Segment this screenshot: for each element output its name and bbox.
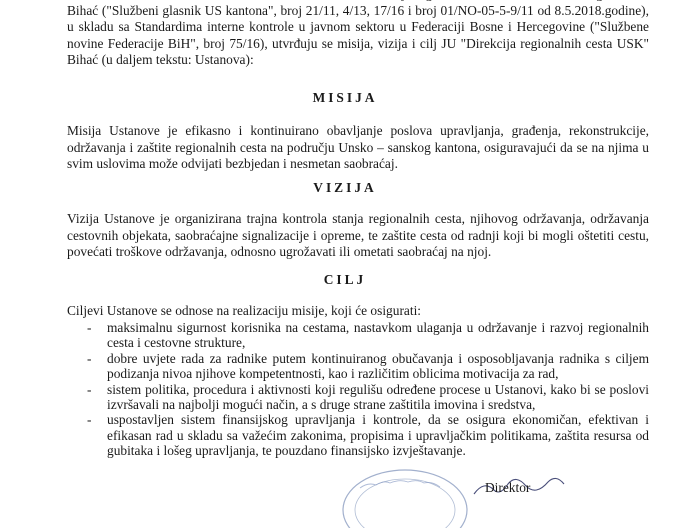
cilj-heading: CILJ <box>323 272 367 287</box>
list-item <box>67 320 649 351</box>
list-item-text: sistem politika, procedura i aktivnosti koji regulišu određene procese u Ustanovi, kako bi se poslovi izvršavali na najbolji mogući način, a s druge strane zaštitila imovina i sredstva, <box>107 381 649 413</box>
list-bullet: - <box>87 412 92 428</box>
list-item-text: maksimalnu sigurnost korisnika na cestama, nastavkom ulaganja u održavanje i razvoj regionalnih cesta i cestovne strukture, <box>107 320 649 351</box>
signature-title: Direktor <box>485 480 531 495</box>
misija-paragraph: Misija Ustanove je efikasno i kontinuirano obavljanje poslova upravljanja, građenja, rekonstrukcije, održavanja i zaštite regionalnih cesta na području Unsko – sanskog kantona, osiguravajući da se na njima u svim uslovima može odvijati bezbjedan i nesmetan saobraćaj. <box>67 123 649 172</box>
cilj-list <box>67 320 649 459</box>
list-bullet: - <box>87 350 92 366</box>
cilj-intro: Ciljevi Ustanove se odnose na realizaciju misije, koji će osigurati: <box>67 303 422 318</box>
vizija-heading: VIZIJA <box>313 180 377 195</box>
intro-paragraph: Bihać ("Službeni glasnik US kantona", broj 21/11, 4/13, 17/16 i broj 01/NO-05-5-9/11 od 8.5.2018.godine), u skladu sa Standardima interne kontrole u javnom sektoru u Federaciji Bosne i Hercegovine ("Službene novine Federacije BiH", broj 75/16), utvrđuju se misija, vizija i cilj JU "Direkcija regionalnih cesta USK" Bihać (u daljem tekstu: Ustanova): <box>67 2 649 68</box>
official-stamp-icon <box>330 448 480 528</box>
list-bullet: - <box>87 381 92 397</box>
list-item <box>67 351 649 382</box>
list-item-text: uspostavljen sistem finansijskog upravljanja i kontrole, da se osigura ekonomičan, efektivan i efikasan rad u skladu sa važećim zakonima, propisima i upravljačkim politikama, zaštita resursa od gubitaka i lošeg upravljanja, te pouzdano finansijsko izvještavanje. <box>107 412 649 459</box>
list-bullet: - <box>87 320 92 335</box>
misija-heading: MISIJA <box>312 90 378 105</box>
list-item-text: dobre uvjete rada za radnike putem kontinuiranog obučavanja i osposobljavanja radnika s ciljem podizanja nivoa njihove kompetentnosti, kao i različitim oblicima motivacija za rad, <box>107 350 649 382</box>
list-item <box>67 382 649 413</box>
vizija-paragraph: Vizija Ustanove je organizirana trajna kontrola stanja regionalnih cesta, njihovog održavanja, održavanja cestovnih objekata, saobraćajne signalizacije i opreme, te zaštite cesta od radnji koji bi mogli oštetiti cestu, povećati troškove održavanja, odnosno ugrožavati ili ometati saobraćaj na njoj. <box>67 211 649 260</box>
